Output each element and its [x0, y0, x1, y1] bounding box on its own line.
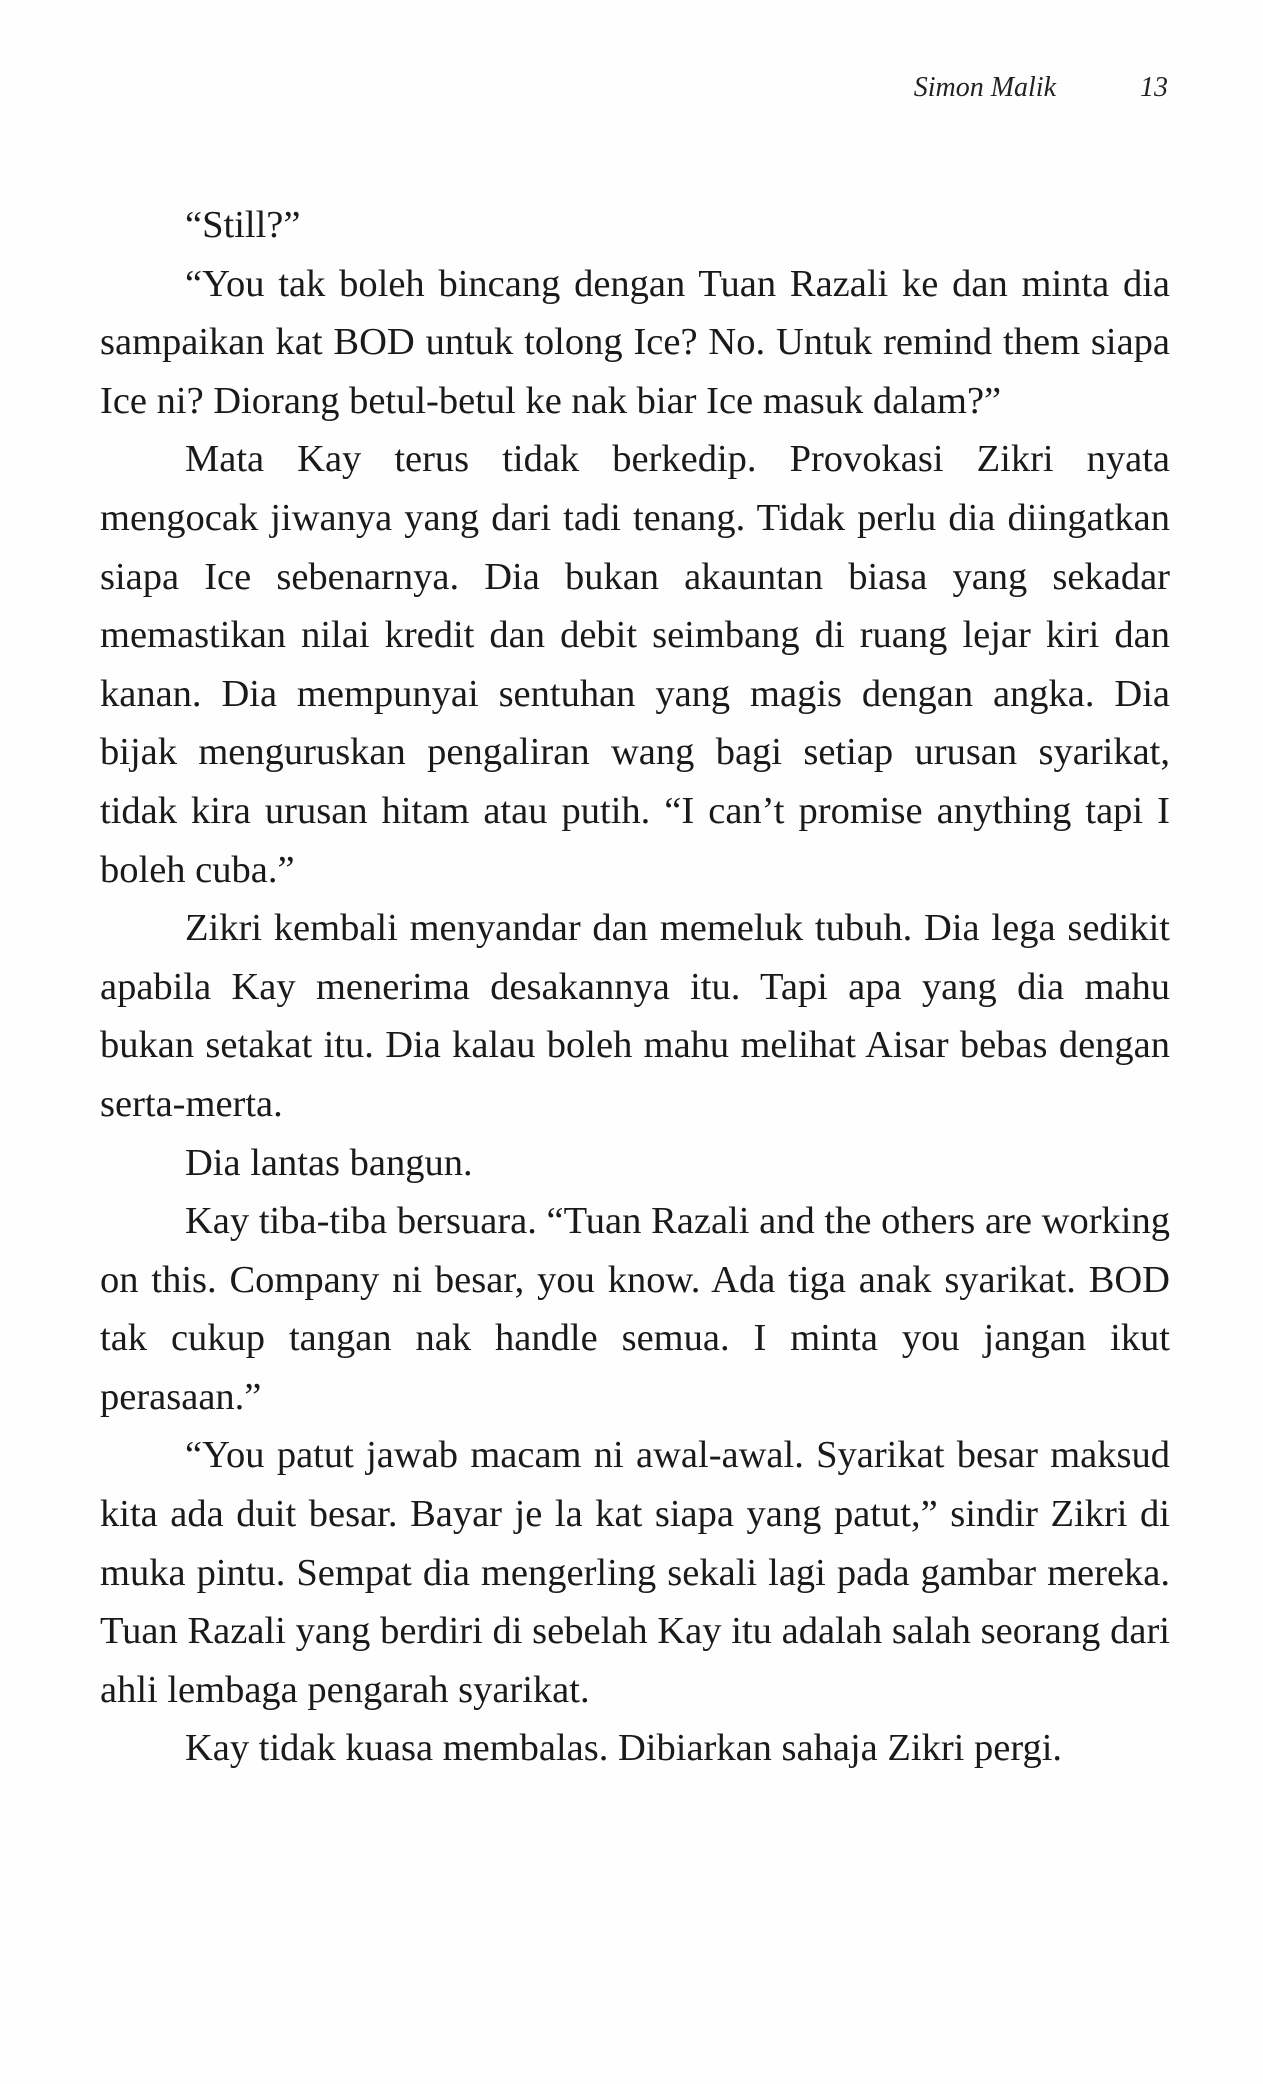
running-header — [914, 72, 1168, 104]
paragraph: Dia lantas bangun. — [185, 1141, 473, 1184]
paragraph: Zikri kembali menyandar dan memeluk tubuh. Dia lega sedikit apabila Kay menerima desakannya itu. Tapi apa yang dia mahu bukan setakat itu. Dia kalau boleh mahu melihat Aisar bebas dengan serta-merta. — [100, 907, 1170, 1125]
paragraph: Kay tiba-tiba bersuara. “Tuan Razali and the others are working on this. Company ni besar, you know. Ada tiga anak syarikat. BOD tak cukup tangan nak handle semua. I minta you jangan ikut perasaan.” — [100, 1200, 1170, 1418]
paragraph: Mata Kay terus tidak berkedip. Provokasi Zikri nyata mengocak jiwanya yang dari tadi tenang. Tidak perlu dia diingatkan siapa Ice sebenarnya. Dia bukan akauntan biasa yang sekadar memastikan nilai kredit dan debit seimbang di ruang lejar kiri dan kanan. Dia mempunyai sentuhan yang magis dengan angka. Dia bijak menguruskan pengaliran wang bagi setiap urusan syarikat, tidak kira urusan hitam atau putih. “I can’t promise anything tapi I boleh cuba.” — [100, 438, 1170, 891]
paragraph: “You patut jawab macam ni awal-awal. Syarikat besar maksud kita ada duit besar. Bayar je la kat siapa yang patut,” sindir Zikri di muka pintu. Sempat dia mengerling sekali lagi pada gambar mereka. Tuan Razali yang berdiri di sebelah Kay itu adalah salah seorang dari ahli lembaga pengarah syarikat. — [100, 1434, 1170, 1711]
author-name: Simon Malik — [913, 72, 1056, 103]
body-text — [100, 196, 1170, 1778]
page-number: 13 — [1140, 72, 1168, 103]
paragraph: “Still?” — [185, 204, 301, 246]
paragraph: “You tak boleh bincang dengan Tuan Razali ke dan minta dia sampaikan kat BOD untuk tolong Ice? No. Untuk remind them siapa Ice ni? Diorang betul-betul ke nak biar Ice masuk dalam?” — [100, 262, 1170, 422]
paragraph: Kay tidak kuasa membalas. Dibiarkan sahaja Zikri pergi. — [185, 1727, 1063, 1770]
